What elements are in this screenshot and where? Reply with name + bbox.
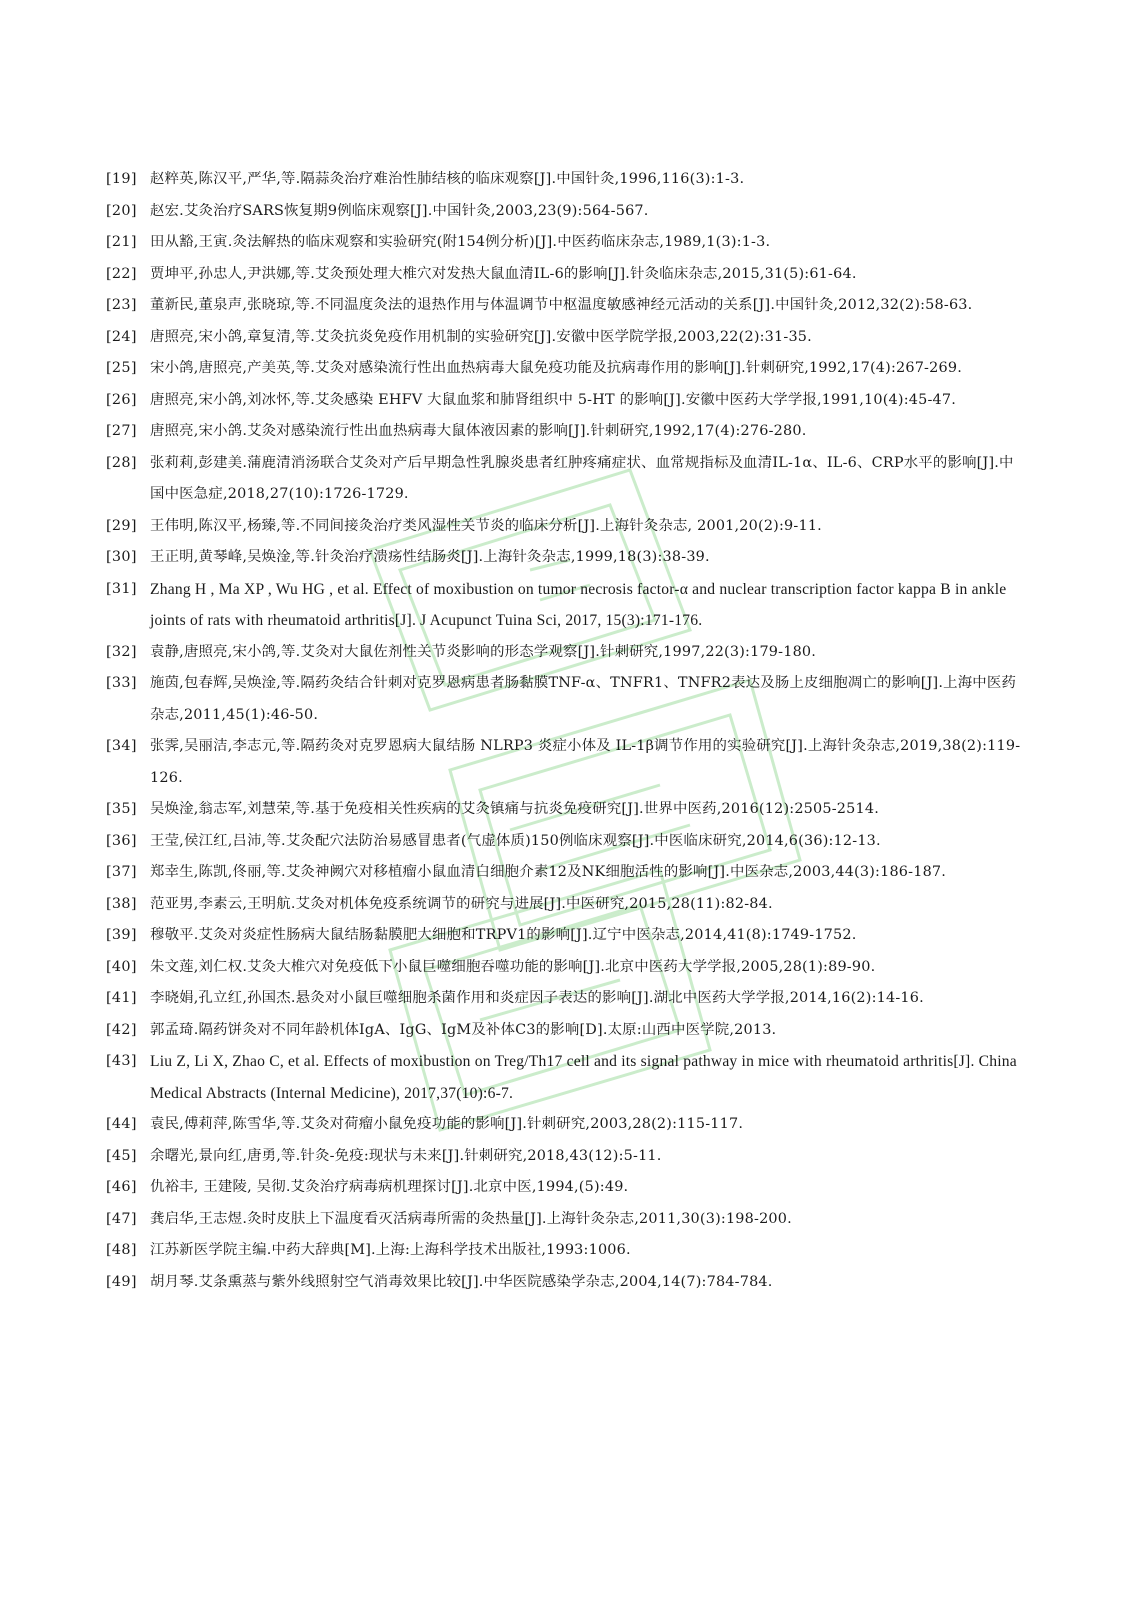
reference-item — [106, 164, 1026, 196]
reference-number: [21] — [106, 234, 137, 250]
reference-text: 袁民,傅莉萍,陈雪华,等.艾灸对荷瘤小鼠免疫功能的影响[J].针刺研究,2003,28(2):115-117. — [150, 1116, 744, 1132]
reference-item — [106, 826, 1026, 858]
reference-text: 郭孟琦.隔药饼灸对不同年龄机体IgA、IgG、IgM及补体C3的影响[D].太原:山西中医学院,2013. — [150, 1021, 777, 1038]
reference-text: 赵粹英,陈汉平,严华,等.隔蒜灸治疗难治性肺结核的临床观察[J].中国针灸,1996,116(3):1-3. — [150, 171, 745, 187]
reference-item — [106, 1141, 1026, 1173]
reference-number: [33] — [106, 675, 137, 691]
reference-text: 余曙光,景向红,唐勇,等.针灸-免疫:现状与未来[J].针刺研究,2018,43(12):5-11. — [150, 1147, 662, 1164]
reference-number: [22] — [106, 265, 137, 282]
reference-text: 郑幸生,陈凯,佟丽,等.艾灸神阙穴对移植瘤小鼠血清白细胞介素12及NK细胞活性的影响[J].中医杂志,2003,44(3):186-187. — [150, 864, 947, 880]
reference-item — [106, 1204, 1026, 1236]
reference-number: [37] — [106, 864, 137, 880]
reference-number: [47] — [106, 1210, 137, 1227]
reference-item — [106, 637, 1026, 669]
reference-number: [46] — [106, 1179, 137, 1195]
reference-number: [40] — [106, 958, 137, 975]
reference-number: [26] — [106, 391, 137, 408]
reference-item — [106, 952, 1026, 984]
reference-number: [30] — [106, 549, 137, 565]
reference-number: [39] — [106, 927, 137, 943]
reference-item — [106, 731, 1026, 794]
reference-item — [106, 983, 1026, 1015]
reference-number: [24] — [106, 328, 137, 345]
reference-number: [29] — [106, 517, 137, 534]
reference-text: 唐照亮,宋小鸽,刘冰怀,等.艾灸感染 EHFV 大鼠血浆和肺肾组织中 5-HT 的影响[J].安徽中医药大学学报,1991,10(4):45-47. — [150, 391, 957, 408]
reference-item — [106, 259, 1026, 291]
reference-number: [45] — [106, 1147, 137, 1164]
reference-text: 范亚男,李素云,王明航.艾灸对机体免疫系统调节的研究与进展[J].中医研究,2015,28(11):82-84. — [150, 895, 773, 912]
reference-item — [106, 353, 1026, 385]
reference-text: 张霁,吴丽洁,李志元,等.隔药灸对克罗恩病大鼠结肠 NLRP3 炎症小体及 IL-1β调节作用的实验研究[J].上海针灸杂志,2019,38(2):119-126. — [150, 738, 1021, 786]
reference-text: 田从豁,王寅.灸法解热的临床观察和实验研究(附154例分析)[J].中医药临床杂志,1989,1(3):1-3. — [150, 234, 771, 250]
reference-text: 穆敬平.艾灸对炎症性肠病大鼠结肠黏膜肥大细胞和TRPV1的影响[J].辽宁中医杂志,2014,41(8):1749-1752. — [150, 927, 857, 943]
reference-text: 王莹,侯江红,吕沛,等.艾灸配穴法防治易感冒患者(气虚体质)150例临床观察[J].中医临床研究,2014,6(36):12-13. — [150, 832, 881, 849]
reference-item — [106, 1015, 1026, 1047]
reference-text: 吴焕淦,翁志军,刘慧荣,等.基于免疫相关性疾病的艾灸镇痛与抗炎免疫研究[J].世界中医药,2016(12):2505-2514. — [150, 801, 880, 817]
reference-number: [43] — [106, 1053, 137, 1069]
reference-text: 董新民,董泉声,张晓琼,等.不同温度灸法的退热作用与体温调节中枢温度敏感神经元活动的关系[J].中国针灸,2012,32(2):58-63. — [150, 297, 973, 313]
reference-text: 赵宏.艾灸治疗SARS恢复期9例临床观察[J].中国针灸,2003,23(9):564-567. — [150, 202, 649, 219]
reference-text: 宋小鸽,唐照亮,产美英,等.艾灸对感染流行性出血热病毒大鼠免疫功能及抗病毒作用的影响[J].针刺研究,1992,17(4):267-269. — [150, 360, 962, 376]
reference-number: [25] — [106, 360, 137, 376]
reference-number: [49] — [106, 1273, 137, 1290]
reference-number: [41] — [106, 990, 137, 1006]
reference-text: 龚启华,王志煜.灸时皮肤上下温度看灭活病毒所需的灸热量[J].上海针灸杂志,2011,30(3):198-200. — [150, 1210, 792, 1227]
reference-item — [106, 385, 1026, 417]
reference-item — [106, 889, 1026, 921]
reference-text: 王正明,黄琴峰,吴焕淦,等.针灸治疗溃疡性结肠炎[J].上海针灸杂志,1999,18(3):38-39. — [150, 549, 710, 565]
reference-number: [35] — [106, 801, 137, 817]
reference-number: [32] — [106, 643, 137, 660]
reference-number: [28] — [106, 454, 137, 471]
reference-item — [106, 227, 1026, 259]
reference-item — [106, 857, 1026, 889]
reference-text: Liu Z, Li X, Zhao C, et al. Effects of moxibustion on Treg/Th17 cell and its signal pathway in mice with rheumatoid arthritis[J]. China Medical Abstracts (Internal Medicine), 2017,37(10):6-7. — [150, 1053, 1017, 1102]
reference-number: [27] — [106, 423, 137, 439]
reference-item — [106, 1267, 1026, 1299]
reference-item — [106, 1235, 1026, 1267]
reference-item — [106, 1109, 1026, 1141]
reference-text: 张莉莉,彭建美.蒲鹿清消汤联合艾灸对产后早期急性乳腺炎患者红肿疼痛症状、血常规指标及血清IL-1α、IL-6、CRP水平的影响[J].中国中医急症,2018,27(10):1726-1729. — [150, 454, 1014, 502]
reference-item — [106, 1172, 1026, 1204]
reference-text: 王伟明,陈汉平,杨臻,等.不同间接灸治疗类风湿性关节炎的临床分析[J].上海针灸杂志, 2001,20(2):9-11. — [150, 517, 822, 534]
reference-number: [44] — [106, 1116, 137, 1132]
reference-number: [20] — [106, 202, 137, 219]
reference-text: 仇裕丰, 王建陵, 吴彻.艾灸治疗病毒病机理探讨[J].北京中医,1994,(5):49. — [150, 1179, 629, 1195]
reference-number: [23] — [106, 297, 137, 313]
reference-text: Zhang H , Ma XP , Wu HG , et al. Effect of moxibustion on tumor necrosis factor-α and nuclear transcription factor kappa B in ankle joints of rats with rheumatoid arthritis[J]. J Acupunct Tuina Sci, 2017, 15(3):171-176. — [150, 580, 1007, 629]
reference-text: 朱文莲,刘仁权.艾灸大椎穴对免疫低下小鼠巨噬细胞吞噬功能的影响[J].北京中医药大学学报,2005,28(1):89-90. — [150, 958, 876, 975]
reference-text: 施茵,包春辉,吴焕淦,等.隔药灸结合针刺对克罗恩病患者肠黏膜TNF-α、TNFR1、TNFR2表达及肠上皮细胞凋亡的影响[J].上海中医药杂志,2011,45(1):46-50. — [150, 675, 1017, 723]
reference-text: 唐照亮,宋小鸽,章复清,等.艾灸抗炎免疫作用机制的实验研究[J].安徽中医学院学报,2003,22(2):31-35. — [150, 328, 812, 345]
reference-item — [106, 794, 1026, 826]
reference-number: [31] — [106, 580, 137, 597]
reference-item — [106, 448, 1026, 511]
reference-text: 袁静,唐照亮,宋小鸽,等.艾灸对大鼠佐剂性关节炎影响的形态学观察[J].针刺研究,1997,22(3):179-180. — [150, 643, 817, 660]
reference-item — [106, 1046, 1026, 1109]
reference-item — [106, 920, 1026, 952]
reference-text: 唐照亮,宋小鸽.艾灸对感染流行性出血热病毒大鼠体液因素的影响[J].针刺研究,1992,17(4):276-280. — [150, 423, 807, 439]
reference-number: [34] — [106, 738, 137, 754]
reference-item — [106, 542, 1026, 574]
reference-item — [106, 416, 1026, 448]
reference-item — [106, 511, 1026, 543]
reference-item — [106, 196, 1026, 228]
reference-item — [106, 322, 1026, 354]
reference-list — [106, 164, 1026, 1298]
reference-number: [19] — [106, 171, 137, 187]
reference-number: [36] — [106, 832, 137, 849]
reference-item — [106, 290, 1026, 322]
reference-item — [106, 574, 1026, 637]
reference-text: 江苏新医学院主编.中药大辞典[M].上海:上海科学技术出版社,1993:1006. — [150, 1242, 631, 1258]
reference-number: [42] — [106, 1021, 137, 1038]
reference-text: 贾坤平,孙忠人,尹洪娜,等.艾灸预处理大椎穴对发热大鼠血清IL-6的影响[J].针灸临床杂志,2015,31(5):61-64. — [150, 265, 857, 282]
reference-number: [38] — [106, 895, 137, 912]
reference-text: 胡月琴.艾条熏蒸与紫外线照射空气消毒效果比较[J].中华医院感染学杂志,2004,14(7):784-784. — [150, 1273, 773, 1290]
reference-item — [106, 668, 1026, 731]
reference-number: [48] — [106, 1242, 137, 1258]
reference-text: 李晓娟,孔立红,孙国杰.悬灸对小鼠巨噬细胞杀菌作用和炎症因子表达的影响[J].湖北中医药大学学报,2014,16(2):14-16. — [150, 990, 924, 1006]
